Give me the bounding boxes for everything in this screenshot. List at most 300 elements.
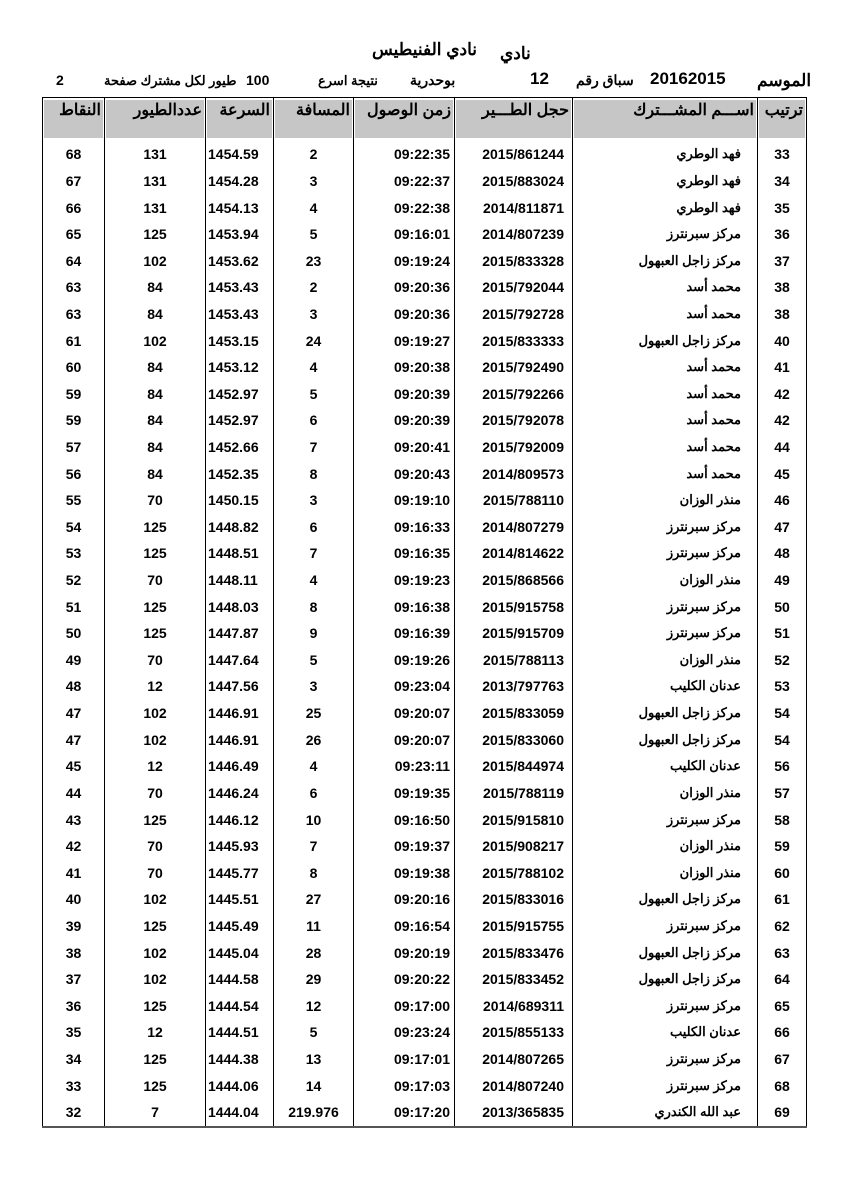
cell-ring-number: 2015/908217 xyxy=(455,833,573,860)
cell-arrival-time: 09:16:39 xyxy=(354,620,455,647)
cell-participant-name: مركز سبرنترز xyxy=(573,620,758,647)
cell-ring-number: 2015/833476 xyxy=(455,939,573,966)
cell-participant-name: عدنان الكليب xyxy=(573,673,758,700)
cell-distance: 8 xyxy=(274,593,354,620)
table-row xyxy=(43,753,807,780)
per-participant-label: طيور لكل مشترك صفحة xyxy=(104,73,237,88)
cell-ring-number: 2015/788102 xyxy=(455,859,573,886)
cell-rank: 35 xyxy=(758,194,807,221)
cell-arrival-time: 09:20:36 xyxy=(354,301,455,328)
cell-points: 63 xyxy=(43,274,105,301)
table-row xyxy=(43,913,807,940)
cell-participant-name: مركز سبرنترز xyxy=(573,540,758,567)
cell-bird-count: 12 xyxy=(105,753,206,780)
season-label: الموسم xyxy=(757,71,812,90)
cell-speed: 1450.15 xyxy=(206,487,274,514)
birds-count: 100 xyxy=(246,72,270,88)
cell-speed: 1444.04 xyxy=(206,1099,274,1127)
cell-rank: 41 xyxy=(758,354,807,381)
cell-rank: 45 xyxy=(758,460,807,487)
cell-arrival-time: 09:19:10 xyxy=(354,487,455,514)
cell-arrival-time: 09:22:38 xyxy=(354,194,455,221)
table-row xyxy=(43,700,807,727)
cell-ring-number: 2015/915755 xyxy=(455,913,573,940)
cell-bird-count: 102 xyxy=(105,247,206,274)
cell-participant-name: مركز زاجل العبهول xyxy=(573,966,758,993)
cell-bird-count: 125 xyxy=(105,540,206,567)
table-row xyxy=(43,407,807,434)
cell-ring-number: 2015/844974 xyxy=(455,753,573,780)
cell-arrival-time: 09:23:24 xyxy=(354,1019,455,1046)
table-row xyxy=(43,966,807,993)
cell-points: 63 xyxy=(43,301,105,328)
table-row xyxy=(43,780,807,807)
cell-ring-number: 2014/811871 xyxy=(455,194,573,221)
cell-arrival-time: 09:20:07 xyxy=(354,700,455,727)
cell-ring-number: 2015/792266 xyxy=(455,380,573,407)
cell-participant-name: مركز زاجل العبهول xyxy=(573,327,758,354)
cell-distance: 7 xyxy=(274,434,354,461)
cell-speed: 1447.64 xyxy=(206,647,274,674)
table-row xyxy=(43,806,807,833)
table-row xyxy=(43,993,807,1020)
cell-participant-name: محمد أسد xyxy=(573,301,758,328)
cell-distance: 28 xyxy=(274,939,354,966)
cell-distance: 6 xyxy=(274,514,354,541)
cell-speed: 1448.11 xyxy=(206,567,274,594)
cell-arrival-time: 09:16:50 xyxy=(354,806,455,833)
cell-participant-name: مركز سبرنترز xyxy=(573,1046,758,1073)
cell-arrival-time: 09:17:20 xyxy=(354,1099,455,1127)
table-row xyxy=(43,673,807,700)
cell-points: 44 xyxy=(43,780,105,807)
cell-participant-name: عدنان الكليب xyxy=(573,1019,758,1046)
cell-participant-name: محمد أسد xyxy=(573,460,758,487)
cell-rank: 61 xyxy=(758,886,807,913)
cell-participant-name: مركز زاجل العبهول xyxy=(573,939,758,966)
cell-points: 48 xyxy=(43,673,105,700)
cell-distance: 4 xyxy=(274,194,354,221)
cell-points: 47 xyxy=(43,700,105,727)
table-row xyxy=(43,274,807,301)
cell-speed: 1452.66 xyxy=(206,434,274,461)
cell-arrival-time: 09:23:04 xyxy=(354,673,455,700)
cell-points: 55 xyxy=(43,487,105,514)
table-row xyxy=(43,221,807,248)
cell-participant-name: مركز زاجل العبهول xyxy=(573,247,758,274)
cell-speed: 1446.49 xyxy=(206,753,274,780)
cell-arrival-time: 09:20:19 xyxy=(354,939,455,966)
cell-bird-count: 12 xyxy=(105,1019,206,1046)
cell-bird-count: 84 xyxy=(105,407,206,434)
cell-participant-name: منذر الوزان xyxy=(573,567,758,594)
cell-arrival-time: 09:19:38 xyxy=(354,859,455,886)
cell-points: 64 xyxy=(43,247,105,274)
column-header-label: النقاط xyxy=(44,100,103,138)
cell-participant-name: مركز زاجل العبهول xyxy=(573,700,758,727)
cell-distance: 5 xyxy=(274,1019,354,1046)
cell-bird-count: 125 xyxy=(105,1046,206,1073)
cell-speed: 1445.77 xyxy=(206,859,274,886)
cell-participant-name: مركز سبرنترز xyxy=(573,221,758,248)
cell-rank: 51 xyxy=(758,620,807,647)
cell-bird-count: 125 xyxy=(105,913,206,940)
table-row xyxy=(43,833,807,860)
cell-ring-number: 2013/797763 xyxy=(455,673,573,700)
column-header-label: السرعة xyxy=(207,100,272,138)
cell-points: 66 xyxy=(43,194,105,221)
cell-participant-name: مركز سبرنترز xyxy=(573,514,758,541)
cell-bird-count: 84 xyxy=(105,301,206,328)
cell-ring-number: 2014/807239 xyxy=(455,221,573,248)
cell-bird-count: 84 xyxy=(105,460,206,487)
cell-points: 53 xyxy=(43,540,105,567)
cell-points: 42 xyxy=(43,833,105,860)
cell-participant-name: فهد الوطري xyxy=(573,194,758,221)
cell-speed: 1448.82 xyxy=(206,514,274,541)
column-header-label: المسافة xyxy=(275,100,352,138)
cell-speed: 1444.58 xyxy=(206,966,274,993)
cell-bird-count: 102 xyxy=(105,939,206,966)
cell-arrival-time: 09:19:37 xyxy=(354,833,455,860)
cell-distance: 7 xyxy=(274,833,354,860)
cell-ring-number: 2015/868566 xyxy=(455,567,573,594)
cell-rank: 68 xyxy=(758,1072,807,1099)
cell-points: 61 xyxy=(43,327,105,354)
cell-points: 51 xyxy=(43,593,105,620)
cell-arrival-time: 09:20:38 xyxy=(354,354,455,381)
cell-distance: 8 xyxy=(274,859,354,886)
cell-participant-name: مركز سبرنترز xyxy=(573,993,758,1020)
cell-participant-name: مركز سبرنترز xyxy=(573,913,758,940)
cell-rank: 57 xyxy=(758,780,807,807)
cell-points: 57 xyxy=(43,434,105,461)
cell-rank: 62 xyxy=(758,913,807,940)
cell-participant-name: فهد الوطري xyxy=(573,141,758,168)
cell-bird-count: 102 xyxy=(105,327,206,354)
cell-ring-number: 2015/788110 xyxy=(455,487,573,514)
cell-ring-number: 2014/809573 xyxy=(455,460,573,487)
cell-arrival-time: 09:19:24 xyxy=(354,247,455,274)
cell-points: 59 xyxy=(43,380,105,407)
cell-ring-number: 2015/788119 xyxy=(455,780,573,807)
cell-participant-name: عبد الله الكندري xyxy=(573,1099,758,1127)
cell-ring-number: 2015/915709 xyxy=(455,620,573,647)
cell-rank: 64 xyxy=(758,966,807,993)
table-row xyxy=(43,460,807,487)
cell-bird-count: 102 xyxy=(105,700,206,727)
cell-points: 39 xyxy=(43,913,105,940)
cell-participant-name: محمد أسد xyxy=(573,434,758,461)
table-row xyxy=(43,1019,807,1046)
cell-bird-count: 125 xyxy=(105,1072,206,1099)
cell-rank: 33 xyxy=(758,141,807,168)
cell-bird-count: 70 xyxy=(105,859,206,886)
cell-arrival-time: 09:22:37 xyxy=(354,168,455,195)
cell-speed: 1453.62 xyxy=(206,247,274,274)
cell-ring-number: 2015/915810 xyxy=(455,806,573,833)
cell-rank: 37 xyxy=(758,247,807,274)
table-row xyxy=(43,168,807,195)
cell-arrival-time: 09:20:39 xyxy=(354,380,455,407)
cell-bird-count: 102 xyxy=(105,886,206,913)
cell-ring-number: 2015/833059 xyxy=(455,700,573,727)
cell-speed: 1444.54 xyxy=(206,993,274,1020)
cell-rank: 63 xyxy=(758,939,807,966)
cell-speed: 1446.91 xyxy=(206,700,274,727)
cell-participant-name: محمد أسد xyxy=(573,380,758,407)
cell-points: 56 xyxy=(43,460,105,487)
cell-arrival-time: 09:22:35 xyxy=(354,141,455,168)
cell-ring-number: 2015/861244 xyxy=(455,141,573,168)
cell-arrival-time: 09:17:01 xyxy=(354,1046,455,1073)
cell-ring-number: 2015/792490 xyxy=(455,354,573,381)
cell-points: 60 xyxy=(43,354,105,381)
cell-ring-number: 2015/855133 xyxy=(455,1019,573,1046)
cell-ring-number: 2013/365835 xyxy=(455,1099,573,1127)
cell-ring-number: 2014/807265 xyxy=(455,1046,573,1073)
cell-bird-count: 70 xyxy=(105,487,206,514)
cell-speed: 1445.04 xyxy=(206,939,274,966)
column-header-label: زمن الوصول xyxy=(355,100,453,138)
table-row xyxy=(43,939,807,966)
cell-ring-number: 2015/915758 xyxy=(455,593,573,620)
cell-ring-number: 2015/833452 xyxy=(455,966,573,993)
cell-points: 45 xyxy=(43,753,105,780)
cell-distance: 7 xyxy=(274,540,354,567)
cell-rank: 40 xyxy=(758,327,807,354)
cell-distance: 3 xyxy=(274,301,354,328)
cell-speed: 1453.12 xyxy=(206,354,274,381)
cell-arrival-time: 09:19:26 xyxy=(354,647,455,674)
cell-ring-number: 2015/833016 xyxy=(455,886,573,913)
table-row xyxy=(43,327,807,354)
cell-participant-name: منذر الوزان xyxy=(573,833,758,860)
cell-ring-number: 2014/814622 xyxy=(455,540,573,567)
cell-distance: 25 xyxy=(274,700,354,727)
cell-rank: 36 xyxy=(758,221,807,248)
cell-participant-name: مركز سبرنترز xyxy=(573,1072,758,1099)
cell-speed: 1452.97 xyxy=(206,380,274,407)
column-header-arrival-time xyxy=(354,98,455,142)
cell-distance: 29 xyxy=(274,966,354,993)
cell-points: 35 xyxy=(43,1019,105,1046)
cell-participant-name: منذر الوزان xyxy=(573,859,758,886)
cell-rank: 54 xyxy=(758,700,807,727)
table-row xyxy=(43,647,807,674)
cell-bird-count: 125 xyxy=(105,593,206,620)
cell-bird-count: 70 xyxy=(105,833,206,860)
cell-bird-count: 7 xyxy=(105,1099,206,1127)
cell-bird-count: 131 xyxy=(105,168,206,195)
cell-rank: 38 xyxy=(758,274,807,301)
table-row xyxy=(43,380,807,407)
result-label: نتيجة اسرع xyxy=(318,73,378,88)
cell-points: 67 xyxy=(43,168,105,195)
cell-distance: 14 xyxy=(274,1072,354,1099)
cell-speed: 1446.91 xyxy=(206,726,274,753)
cell-arrival-time: 09:17:03 xyxy=(354,1072,455,1099)
table-row xyxy=(43,1072,807,1099)
cell-bird-count: 70 xyxy=(105,567,206,594)
cell-speed: 1453.15 xyxy=(206,327,274,354)
cell-bird-count: 84 xyxy=(105,274,206,301)
table-row xyxy=(43,354,807,381)
cell-speed: 1452.35 xyxy=(206,460,274,487)
cell-rank: 52 xyxy=(758,647,807,674)
cell-arrival-time: 09:17:00 xyxy=(354,993,455,1020)
cell-speed: 1454.28 xyxy=(206,168,274,195)
column-header-label: حجل الطـــير xyxy=(456,100,571,138)
cell-arrival-time: 09:16:33 xyxy=(354,514,455,541)
cell-distance: 5 xyxy=(274,647,354,674)
cell-rank: 59 xyxy=(758,833,807,860)
cell-bird-count: 12 xyxy=(105,673,206,700)
cell-distance: 5 xyxy=(274,380,354,407)
table-row xyxy=(43,886,807,913)
cell-bird-count: 125 xyxy=(105,620,206,647)
cell-bird-count: 84 xyxy=(105,434,206,461)
table-row xyxy=(43,620,807,647)
cell-arrival-time: 09:20:36 xyxy=(354,274,455,301)
cell-speed: 1445.93 xyxy=(206,833,274,860)
cell-speed: 1453.43 xyxy=(206,301,274,328)
table-row xyxy=(43,434,807,461)
cell-bird-count: 125 xyxy=(105,993,206,1020)
table-row xyxy=(43,593,807,620)
column-header-label: اســـم المشـــترك xyxy=(574,100,756,138)
cell-speed: 1445.49 xyxy=(206,913,274,940)
cell-rank: 69 xyxy=(758,1099,807,1127)
cell-participant-name: مركز سبرنترز xyxy=(573,593,758,620)
cell-speed: 1445.51 xyxy=(206,886,274,913)
cell-ring-number: 2015/883024 xyxy=(455,168,573,195)
cell-distance: 6 xyxy=(274,780,354,807)
column-header-speed xyxy=(206,98,274,142)
cell-rank: 42 xyxy=(758,380,807,407)
cell-distance: 27 xyxy=(274,886,354,913)
table-row xyxy=(43,247,807,274)
cell-arrival-time: 09:19:27 xyxy=(354,327,455,354)
table-row xyxy=(43,141,807,168)
cell-distance: 23 xyxy=(274,247,354,274)
cell-rank: 47 xyxy=(758,514,807,541)
cell-distance: 26 xyxy=(274,726,354,753)
cell-bird-count: 125 xyxy=(105,221,206,248)
cell-arrival-time: 09:20:16 xyxy=(354,886,455,913)
cell-participant-name: عدنان الكليب xyxy=(573,753,758,780)
cell-arrival-time: 09:16:35 xyxy=(354,540,455,567)
cell-points: 34 xyxy=(43,1046,105,1073)
cell-points: 59 xyxy=(43,407,105,434)
column-header-points xyxy=(43,98,105,142)
cell-arrival-time: 09:20:22 xyxy=(354,966,455,993)
cell-rank: 53 xyxy=(758,673,807,700)
table-row xyxy=(43,487,807,514)
cell-bird-count: 125 xyxy=(105,806,206,833)
cell-distance: 3 xyxy=(274,168,354,195)
cell-speed: 1448.51 xyxy=(206,540,274,567)
page-number: 2 xyxy=(56,72,64,88)
race-location: بوحدرية xyxy=(410,72,456,88)
table-row xyxy=(43,301,807,328)
cell-distance: 6 xyxy=(274,407,354,434)
table-row xyxy=(43,859,807,886)
cell-arrival-time: 09:19:35 xyxy=(354,780,455,807)
cell-rank: 58 xyxy=(758,806,807,833)
club-label: نادي xyxy=(500,44,531,63)
cell-rank: 48 xyxy=(758,540,807,567)
cell-participant-name: منذر الوزان xyxy=(573,780,758,807)
cell-rank: 44 xyxy=(758,434,807,461)
cell-rank: 38 xyxy=(758,301,807,328)
results-table xyxy=(42,97,807,1128)
cell-ring-number: 2014/689311 xyxy=(455,993,573,1020)
cell-distance: 4 xyxy=(274,567,354,594)
cell-rank: 42 xyxy=(758,407,807,434)
cell-points: 49 xyxy=(43,647,105,674)
cell-participant-name: منذر الوزان xyxy=(573,647,758,674)
cell-distance: 5 xyxy=(274,221,354,248)
cell-distance: 13 xyxy=(274,1046,354,1073)
cell-arrival-time: 09:16:01 xyxy=(354,221,455,248)
cell-arrival-time: 09:16:38 xyxy=(354,593,455,620)
cell-distance: 8 xyxy=(274,460,354,487)
cell-ring-number: 2015/788113 xyxy=(455,647,573,674)
table-row xyxy=(43,726,807,753)
cell-distance: 219.976 xyxy=(274,1099,354,1127)
cell-rank: 60 xyxy=(758,859,807,886)
cell-participant-name: مركز سبرنترز xyxy=(573,806,758,833)
cell-arrival-time: 09:20:43 xyxy=(354,460,455,487)
cell-rank: 67 xyxy=(758,1046,807,1073)
cell-speed: 1444.51 xyxy=(206,1019,274,1046)
cell-points: 65 xyxy=(43,221,105,248)
table-row xyxy=(43,1099,807,1127)
cell-participant-name: محمد أسد xyxy=(573,354,758,381)
cell-points: 50 xyxy=(43,620,105,647)
cell-distance: 3 xyxy=(274,487,354,514)
cell-speed: 1446.12 xyxy=(206,806,274,833)
column-header-label: ترتيب xyxy=(759,100,805,138)
cell-ring-number: 2014/807240 xyxy=(455,1072,573,1099)
column-header-participant-name xyxy=(573,98,758,142)
cell-rank: 50 xyxy=(758,593,807,620)
cell-arrival-time: 09:20:41 xyxy=(354,434,455,461)
cell-distance: 4 xyxy=(274,753,354,780)
cell-rank: 66 xyxy=(758,1019,807,1046)
race-number: 12 xyxy=(530,69,549,88)
cell-speed: 1446.24 xyxy=(206,780,274,807)
cell-bird-count: 131 xyxy=(105,194,206,221)
cell-bird-count: 70 xyxy=(105,780,206,807)
cell-speed: 1454.59 xyxy=(206,141,274,168)
table-row xyxy=(43,194,807,221)
cell-participant-name: فهد الوطري xyxy=(573,168,758,195)
cell-points: 37 xyxy=(43,966,105,993)
cell-points: 40 xyxy=(43,886,105,913)
cell-distance: 2 xyxy=(274,141,354,168)
cell-bird-count: 84 xyxy=(105,354,206,381)
column-header-distance xyxy=(274,98,354,142)
cell-points: 43 xyxy=(43,806,105,833)
column-header-label: عددالطيور xyxy=(106,100,204,138)
race-label: سباق رقم xyxy=(576,72,634,88)
cell-arrival-time: 09:16:54 xyxy=(354,913,455,940)
table-row xyxy=(43,514,807,541)
cell-speed: 1447.87 xyxy=(206,620,274,647)
cell-speed: 1444.38 xyxy=(206,1046,274,1073)
